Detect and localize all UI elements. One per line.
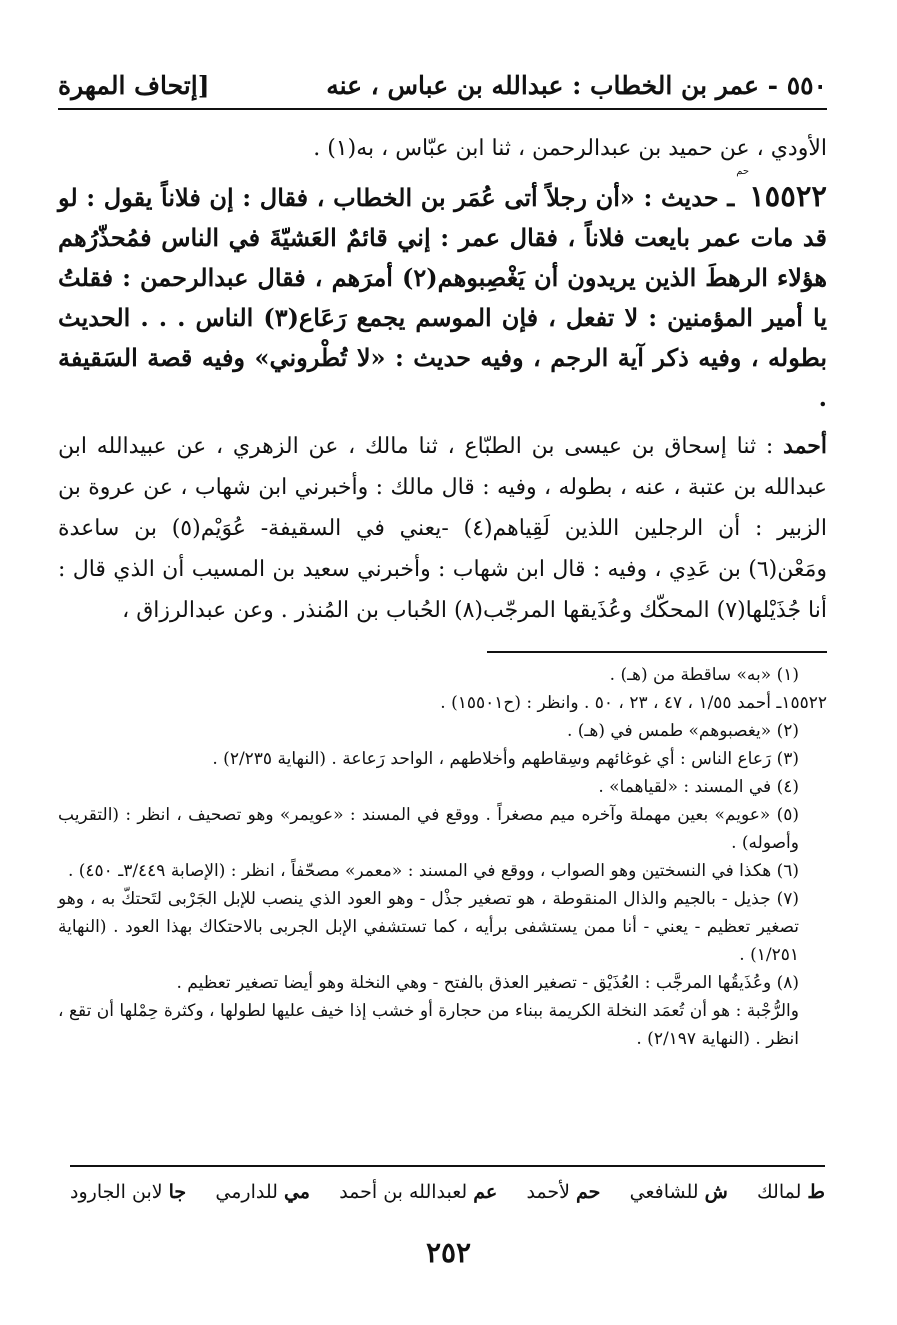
hadith-entry <box>58 166 827 418</box>
page-number: ٢٥٢ <box>425 1236 472 1269</box>
legend-code: مي <box>283 1181 310 1203</box>
footnote-5: (٥) «عويم» بعين مهملة وآخره ميم مصغراً . ووقع في المسند : «عويمر» وهو تصحيف ، انظر : (التقريب وأصوله) . <box>58 805 799 853</box>
legend-item <box>339 1178 497 1206</box>
header-title: ٥٥٠ - عمر بن الخطاب : عبدالله بن عباس ، عنه <box>326 71 827 100</box>
header-collection: [إتحاف المهرة <box>58 71 210 100</box>
footnote-8-continuation: والرُّجْبة : هو أن تُعمَد النخلة الكريمة ببناء من حجارة أو خشب إذا خيف عليها لطولها ، وكثرة حِمْلها أن تقع ، انظر . (النهاية ٢/١٩٧) . <box>58 1001 799 1049</box>
legend-label: لعبدالله بن أحمد <box>339 1181 474 1203</box>
footnote-separator <box>487 651 827 653</box>
footnote-4: (٤) في المسند : «لقياهما» . <box>598 777 799 797</box>
source-lead: أحمد <box>783 433 827 459</box>
hadith-number: ١٥٥٢٢ <box>749 179 827 213</box>
legend-code: ط <box>807 1181 825 1203</box>
legend-label: لابن الجارود <box>70 1181 169 1203</box>
source-chain <box>58 426 827 631</box>
footnote-2: (٢) «يغصبوهم» طمس في (هـ) . <box>566 721 799 741</box>
legend-item <box>215 1178 310 1206</box>
footnote-1: (١) «به» ساقطة من (هـ) . <box>609 665 799 685</box>
legend-label: للشافعي <box>629 1181 705 1203</box>
legend-code: حم <box>576 1181 601 1203</box>
legend-item <box>630 1178 728 1206</box>
legend-item <box>70 1178 186 1206</box>
footnote-8: (٨) وعُذَيقُها المرجَّب : العُذَيْق - تصغير العذق بالفتح - وهي النخلة وهو أيضا تصغير تعظيم . <box>176 973 799 993</box>
footnote-6: (٦) هكذا في النسختين وهو الصواب ، ووقع في المسند : «معمر» مصحّفاً ، انظر : (الإصابة ٣/٤٤٩ـ ٤٥٠) . <box>67 861 799 881</box>
footer-rule <box>70 1165 825 1167</box>
legend-code: ش <box>704 1181 728 1203</box>
source-abbreviations-legend <box>70 1178 825 1206</box>
legend-label: للدارمي <box>215 1181 284 1203</box>
footnotes <box>58 661 827 1053</box>
legend-label: لمالك <box>757 1181 808 1203</box>
legend-code: جا <box>168 1181 187 1203</box>
footnote-3: (٣) رَعاع الناس : أي غوغائهم وسِقاطهم وأخلاطهم ، الواحد رَعاعة . (النهاية ٢/٢٣٥) . <box>212 749 799 769</box>
legend-code: عم <box>473 1181 498 1203</box>
source-text: : ثنا إسحاق بن عيسى بن الطبّاع ، ثنا مالك ، عن الزهري ، عن عبيدالله ابن عبدالله بن عتبة ، عنه ، بطوله ، وفيه : قال مالك : وأخبرني ابن شهاب ، عن عروة بن الزبير : أن الرجلين اللذين لَقِياهم(٤) -يعني في السقيفة- عُوَيْم(٥) بن ساعدة ومَعْن(٦) بن عَدِي ، وفيه : قال ابن شهاب : وأخبرني سعيد بن المسيب أن الذي قال : أنا جُذَيْلها(٧) المحكّك وعُذَيقها المرجّب(٨) الحُباب بن المُنذر . وعن عبدالرزاق ، <box>58 434 827 623</box>
hadith-text: ـ حديث : «أن رجلاً أتى عُمَر بن الخطاب ، فقال : إن فلاناً يقول : لو قد مات عمر بايعت فلاناً ، فقال عمر : إني قائمٌ العَشيّةَ في الناس فمُحذّرُهم هؤلاء الرهطَ الذين يريدون أن يَغْصِبوهم(٢) أمرَهم ، فقال عبدالرحمن : فقلتُ يا أمير المؤمنين : لا تفعل ، فإن الموسم يجمع رَعَاع(٣) الناس . . . الحديث بطوله ، وفيه ذكر آية الرجم ، وفيه حديث : «لا تُطْروني» وفيه قصة السَقيفة . <box>58 183 827 412</box>
running-header <box>58 58 827 110</box>
hadith-reference-note: ١٥٥٢٢ـ أحمد ١/٥٥ ، ٤٧ ، ٢٣ ، ٥٠ . وانظر : (ح١٥٥٠١) . <box>440 693 827 713</box>
legend-item <box>757 1178 825 1206</box>
footnote-7: (٧) جذيل - بالجيم والذال المنقوطة ، هو تصغير جذْل - وهو العود الذي ينصب للإبل الجَرْبى لتَحتكّ به ، وهو تصغير تعظيم - يعني - أنا ممن يستشفى برأيه ، كما تستشفي الإبل الجربى بالاحتكاك بهذا العود . (النهاية ١/٢٥١) . <box>58 889 799 965</box>
hadith-source-marker: حم <box>736 166 750 177</box>
continued-chain-line: الأودي ، عن حميد بن عبدالرحمن ، ثنا ابن عبّاس ، به(١) . <box>313 136 827 161</box>
legend-label: لأحمد <box>526 1181 577 1203</box>
legend-item <box>526 1178 600 1206</box>
